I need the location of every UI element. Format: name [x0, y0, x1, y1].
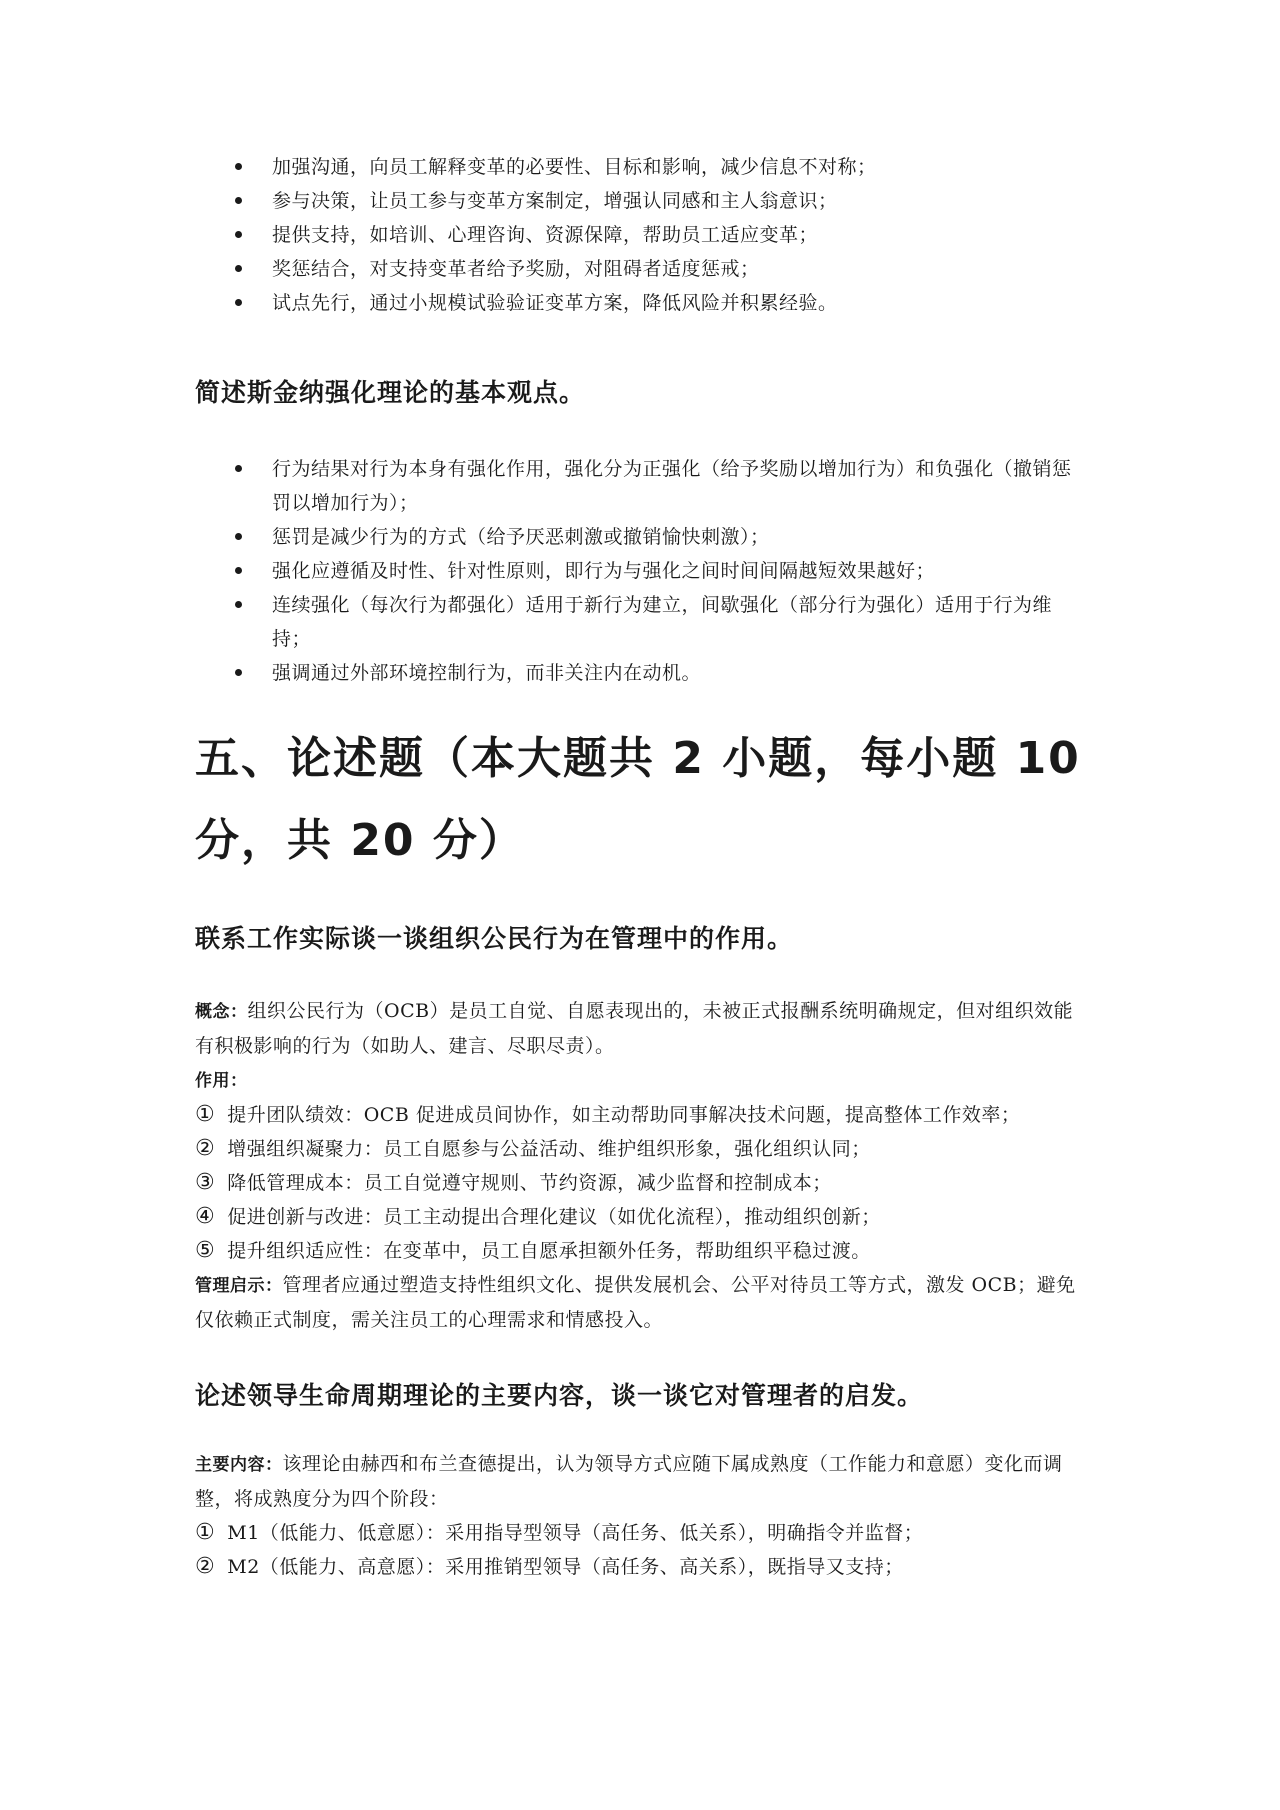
list-item: 奖惩结合，对支持变革者给予奖励，对阻碍者适度惩戒； [195, 252, 1085, 286]
lifecycle-answer [195, 1447, 1085, 1584]
lifecycle-stage: ① M1（低能力、低意愿）：采用指导型领导（高任务、低关系），明确指令并监督； [195, 1520, 924, 1545]
list-item: 提供支持，如培训、心理咨询、资源保障，帮助员工适应变革； [195, 218, 1085, 252]
bullet-icon [235, 231, 242, 238]
question-heading-skinner: 简述斯金纳强化理论的基本观点。 [195, 378, 586, 407]
list-item: 行为结果对行为本身有强化作用，强化分为正强化（给予奖励以增加行为）和负强化（撤销惩罚以增加行为）； [195, 452, 1085, 520]
ocb-role-item: ② 增强组织凝聚力：员工自愿参与公益活动、维护组织形象，强化组织认同； [195, 1136, 871, 1161]
ocb-role-item: ① 提升团队绩效：OCB 促进成员间协作，如主动帮助同事解决技术问题，提高整体工作效率； [195, 1102, 1021, 1127]
concept-label: 概念： [195, 1002, 248, 1022]
insight-text: 管理者应通过塑造支持性组织文化、提供发展机会、公平对待员工等方式，激发 OCB；避免仅依赖正式制度，需关注员工的心理需求和情感投入。 [195, 1274, 1076, 1331]
bullet-icon [235, 669, 242, 676]
insight-label: 管理启示： [195, 1276, 283, 1296]
bullet-icon [235, 533, 242, 540]
skinner-points-list [195, 452, 1085, 690]
list-item: 强调通过外部环境控制行为，而非关注内在动机。 [195, 656, 1085, 690]
bullet-icon [235, 163, 242, 170]
main-content-text: 该理论由赫西和布兰查德提出，认为领导方式应随下属成熟度（工作能力和意愿）变化而调整，将成熟度分为四个阶段： [195, 1453, 1063, 1510]
ocb-role-item: ④ 促进创新与改进：员工主动提出合理化建议（如优化流程），推动组织创新； [195, 1204, 881, 1229]
change-measures-list [195, 150, 1085, 320]
circled-number: ② [195, 1554, 216, 1579]
circled-number: ⑤ [195, 1238, 216, 1263]
question-heading-ocb: 联系工作实际谈一谈组织公民行为在管理中的作用。 [195, 924, 794, 953]
list-item: 连续强化（每次行为都强化）适用于新行为建立，间歇强化（部分行为强化）适用于行为维持； [195, 588, 1085, 656]
list-item: 强化应遵循及时性、针对性原则，即行为与强化之间时间间隔越短效果越好； [195, 554, 1085, 588]
circled-number: ① [195, 1520, 216, 1545]
ocb-concept [195, 994, 1085, 1063]
concept-text: 组织公民行为（OCB）是员工自觉、自愿表现出的，未被正式报酬系统明确规定，但对组织效能有积极影响的行为（如助人、建言、尽职尽责）。 [195, 1000, 1074, 1057]
bullet-icon [235, 265, 242, 272]
circled-number: ③ [195, 1170, 216, 1195]
lifecycle-main [195, 1447, 1085, 1516]
list-item: 加强沟通，向员工解释变革的必要性、目标和影响，减少信息不对称； [195, 150, 1085, 184]
question-heading-lifecycle: 论述领导生命周期理论的主要内容，谈一谈它对管理者的启发。 [195, 1381, 924, 1410]
section-title: 五、论述题（本大题共 2 小题，每小题 10 分，共 20 分） [195, 733, 1081, 866]
circled-number: ④ [195, 1204, 216, 1229]
lifecycle-stage: ② M2（低能力、高意愿）：采用推销型领导（高任务、高关系），既指导又支持； [195, 1554, 904, 1579]
ocb-role-item: ⑤ 提升组织适应性：在变革中，员工自愿承担额外任务，帮助组织平稳过渡。 [195, 1238, 871, 1263]
main-content-label: 主要内容： [195, 1455, 283, 1475]
ocb-insight [195, 1268, 1085, 1337]
list-item: 参与决策，让员工参与变革方案制定，增强认同感和主人翁意识； [195, 184, 1085, 218]
bullet-icon [235, 465, 242, 472]
list-item: 试点先行，通过小规模试验验证变革方案，降低风险并积累经验。 [195, 286, 1085, 320]
role-label: 作用： [195, 1071, 248, 1091]
bullet-icon [235, 197, 242, 204]
circled-number: ② [195, 1136, 216, 1161]
ocb-role-heading [195, 1063, 1085, 1098]
bullet-icon [235, 567, 242, 574]
ocb-answer [195, 994, 1085, 1337]
ocb-role-item: ③ 降低管理成本：员工自觉遵守规则、节约资源，减少监督和控制成本； [195, 1170, 832, 1195]
bullet-icon [235, 299, 242, 306]
circled-number: ① [195, 1102, 216, 1127]
list-item: 惩罚是减少行为的方式（给予厌恶刺激或撤销愉快刺激）； [195, 520, 1085, 554]
bullet-icon [235, 601, 242, 608]
